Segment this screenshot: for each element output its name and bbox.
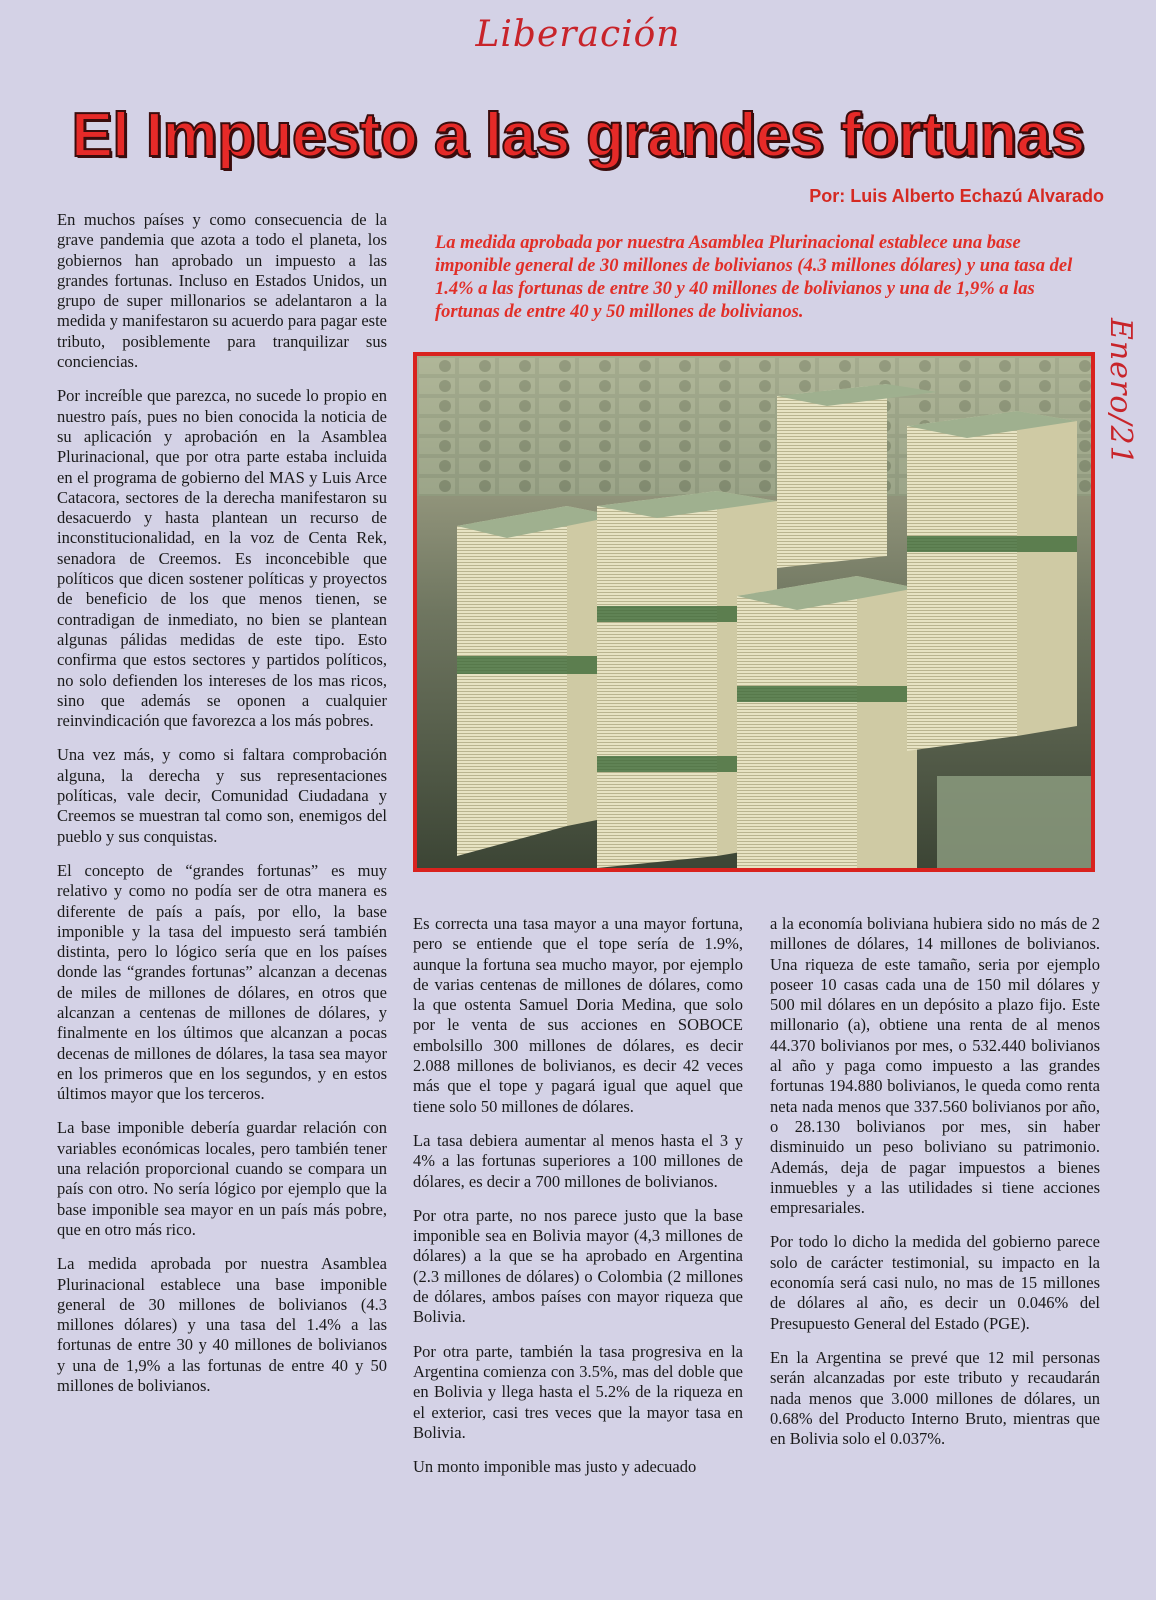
paragraph: En muchos países y como consecuencia de la grave pandemia que azota a todo el planeta, los gobiernos han aprobado un impuesto a las grandes fortunas. Incluso en Estados Unidos, un grupo de super millonarios se adelantaron a la medida y manifestaron su acuerdo para pagar este tributo, posiblemente para tranquilizar sus conciencias. [57,210,387,372]
pull-quote: La medida aprobada por nuestra Asamblea Plurinacional establece una base imponible general de 30 millones de bolivianos (4.3 millones dólares) y una tasa del 1.4% a las fortunas de entre 30 y 40 millones de bolivianos y una de 1,9% a las fortunas de entre 40 y 50 millones de bolivianos. [435,233,1073,322]
paragraph: Por todo lo dicho la medida del gobierno parece solo de carácter testimonial, su impacto en la economía será casi nulo, no mas de 15 millones de dólares al año, es decir un 0.046% del Presupuesto General del Estado (PGE). [770,1232,1100,1333]
masthead: Liberación [475,14,681,55]
article-column-2 [413,914,743,1491]
paragraph: Por otra parte, también la tasa progresiva en la Argentina comienza con 3.5%, mas del doble que en Bolivia y llega hasta el 5.2% de la riqueza en el exterior, casi tres veces que la mayor tasa en Bolivia. [413,1341,743,1442]
paragraph: Por increíble que parezca, no sucede lo propio en nuestro país, pues no bien conocida la noticia de su aplicación y aprobación en la Asamblea Plurinacional, que por otra parte estaba incluida en el programa de gobierno del MAS y Luis Arce Catacora, sectores de la derecha manifestaron su desacuerdo y hasta plantean un recurso de inconstitucionalidad, en la voz de Centa Rek, senadora de Creemos. Es inconcebible que políticos que dicen sostener políticas y proyectos de beneficio de los que menos tienen, se contradigan de inmediato, no bien se plantean algunas pálidas medidas de este tipo. Esto confirma que estos sectores y partidos políticos, no solo defienden los intereses de los mas ricos, sino que además se oponen a cualquier reinvindicación que favorezca a los más pobres. [57,386,387,731]
headline: El Impuesto a las grandes fortunas [71,101,1085,170]
article-column-1 [57,210,387,1410]
paragraph: Por otra parte, no nos parece justo que la base imponible sea en Bolivia mayor (4,3 millones de dólares) a la que se ha aprobado en Argentina (2.3 millones de dólares) o Colombia (2 millones de dólares, ambos países con mayor riqueza que Bolivia. [413,1205,743,1327]
paragraph: Es correcta una tasa mayor a una mayor fortuna, pero se entiende que el tope sería de 1.9%, aunque la fortuna sea mucho mayor, por ejemplo de varias centenas de millones de dólares, como la que ostenta Samuel Doria Medina, que solo por le venta de sus acciones en SOBOCE embolsillo 300 millones de dólares, es decir 2.088 millones de bolivianos, es decir 42 veces más que el tope y pagará igual que aquel que tiene solo 50 millones de dólares. [413,914,743,1116]
paragraph: Un monto imponible mas justo y adecuado [413,1457,697,1477]
paragraph: La tasa debiera aumentar al menos hasta el 3 y 4% a las fortunas superiores a 100 millones de dólares, es decir a 700 millones de bolivianos. [413,1130,743,1191]
paragraph: La base imponible debería guardar relación con variables económicas locales, pero también tener una relación proporcional cuando se compara un país con otro. No sería lógico por ejemplo que la base imponible sea mayor en un país más pobre, que en otro más rico. [57,1118,387,1239]
paragraph: a la economía boliviana hubiera sido no más de 2 millones de dólares, 14 millones de bolivianos. Una riqueza de este tamaño, seria por ejemplo poseer 10 casas cada una de 150 mil dólares y 500 mil dólares en un depósito a plazo fijo. Este millonario (a), obtiene una renta de al menos 44.370 bolivianos por mes, o 532.440 bolivianos al año y paga como impuesto a las grandes fortunas 194.880 bolivianos, le queda como renta neta nada menos que 337.560 bolivianos por año, o 28.130 bolivianos por mes, sin haber disminuido un peso boliviano su patrimonio. Además, deja de pagar impuestos a bienes inmuebles y a las utilidades si tiene acciones empresariales. [770,914,1100,1218]
paragraph: La medida aprobada por nuestra Asamblea Plurinacional establece una base imponible general de 30 millones de bolivianos (4.3 millones dólares) y una tasa del 1.4% a las fortunas de entre 30 y 40 millones de bolivianos y una de 1,9% a las fortunas de entre 40 y 50 millones de bolivianos. [57,1254,387,1396]
money-stacks-photo [413,352,1095,872]
byline: Por: Luis Alberto Echazú Alvarado [809,186,1104,206]
money-stacks-illustration [417,356,1091,868]
paragraph: El concepto de “grandes fortunas” es muy relativo y como no podía ser de otra manera es diferente de país a país, por ello, la base imponible y la tasa del impuesto será también distinta, pero lo lógico sería que en los países donde las “grandes fortunas” alcanzan a decenas de miles de millones de dólares, en otros que alcanzan a centenas de millones de dólares, y finalmente en los últimos que alcanzan a pocas decenas de millones de dólares, la tasa sea mayor en los primeros que en los segundos, y en estos últimos mayor que los terceros. [57,860,387,1104]
side-date: Enero/21 [1103,318,1138,466]
paragraph: En la Argentina se prevé que 12 mil personas serán alcanzadas por este tributo y recaudarán nada menos que 3.000 millones de dólares, un 0.68% del Producto Interno Bruto, mientras que en Bolivia solo el 0.037%. [770,1347,1100,1449]
paragraph: Una vez más, y como si faltara comprobación alguna, la derecha y sus representaciones políticas, vale decir, Comunidad Ciudadana y Creemos se muestran tal como son, enemigos del pueblo y sus conquistas. [57,745,387,846]
article-column-3 [770,914,1100,1463]
